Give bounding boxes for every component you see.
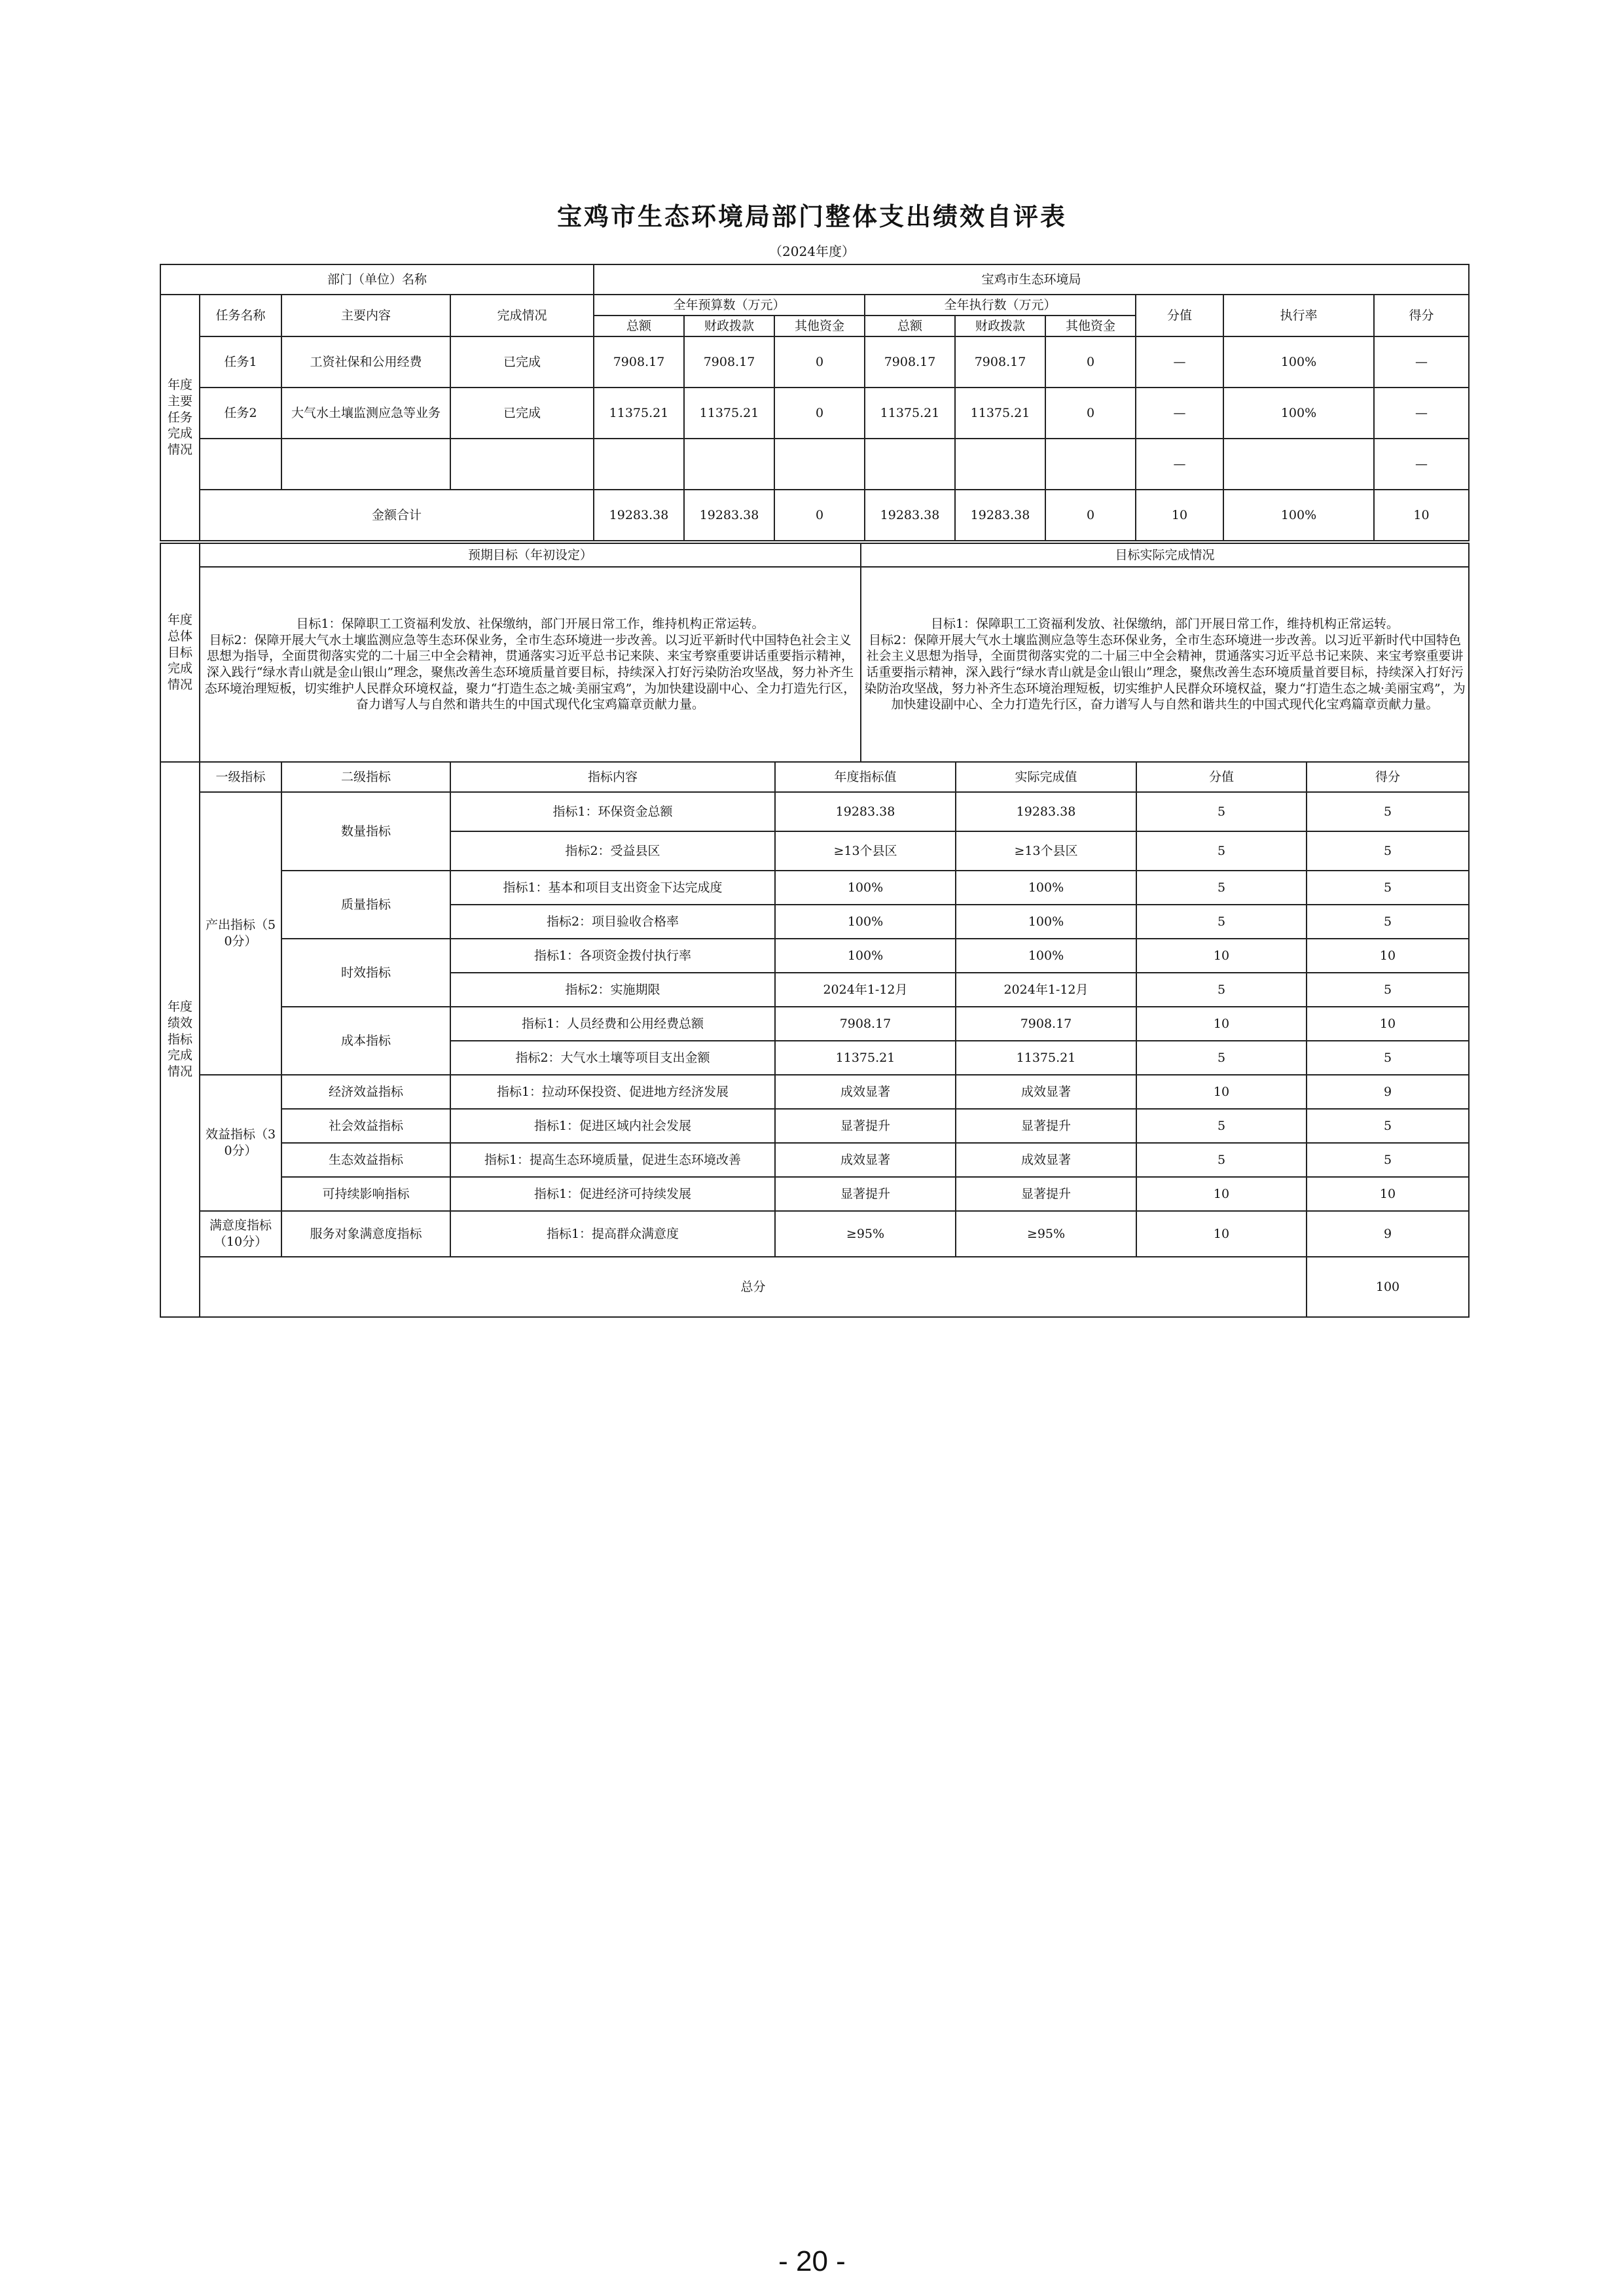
- budget-fiscal: [684, 439, 774, 490]
- indicator-score: 5: [1307, 1109, 1469, 1143]
- indicator-target: 7908.17: [775, 1007, 956, 1041]
- header-score-value: 分值: [1136, 295, 1223, 336]
- indicator-target: 2024年1-12月: [775, 973, 956, 1007]
- task-name: 任务1: [200, 336, 281, 388]
- cost-indicator-label: 成本指标: [281, 1007, 450, 1075]
- indicator-target: 19283.38: [775, 792, 956, 831]
- indicator-target: ≥95%: [775, 1211, 956, 1257]
- indicator-content: 指标1：人员经费和公用经费总额: [450, 1007, 775, 1041]
- header-target: 年度指标值: [775, 762, 956, 792]
- benefit-indicator-label: 效益指标（30分）: [200, 1075, 281, 1211]
- header-indicator-content: 指标内容: [450, 762, 775, 792]
- indicator-content: 指标2：实施期限: [450, 973, 775, 1007]
- indicator-category: 服务对象满意度指标: [281, 1211, 450, 1257]
- indicator-value: 5: [1136, 973, 1307, 1007]
- quantity-indicator-label: 数量指标: [281, 792, 450, 871]
- indicator-row: [160, 1177, 1469, 1211]
- indicator-target: 成效显著: [775, 1075, 956, 1109]
- task-rate: [1223, 439, 1374, 490]
- exec-total: [865, 439, 955, 490]
- header-task-name: 任务名称: [200, 295, 281, 336]
- task-score: —: [1374, 439, 1469, 490]
- total-budget-total: 19283.38: [594, 490, 684, 541]
- indicator-score: 10: [1307, 1007, 1469, 1041]
- header-budget-group: 全年预算数（万元）: [594, 295, 865, 316]
- task-header-row: [160, 295, 1469, 316]
- indicator-row: [160, 871, 1469, 905]
- exec-total: 7908.17: [865, 336, 955, 388]
- budget-fiscal: 11375.21: [684, 388, 774, 439]
- indicator-row: [160, 939, 1469, 973]
- dept-value: 宝鸡市生态环境局: [594, 264, 1469, 295]
- indicator-actual: 19283.38: [956, 792, 1136, 831]
- dept-label: 部门（单位）名称: [160, 264, 594, 295]
- indicator-value: 5: [1136, 1041, 1307, 1075]
- total-exec-total: 19283.38: [865, 490, 955, 541]
- indicator-content: 指标1：提高群众满意度: [450, 1211, 775, 1257]
- indicator-content: 指标1：各项资金拨付执行率: [450, 939, 775, 973]
- indicator-actual: 11375.21: [956, 1041, 1136, 1075]
- header-exec-other: 其他资金: [1045, 316, 1136, 336]
- indicator-header-row: [160, 762, 1469, 792]
- indicator-value: 10: [1136, 1177, 1307, 1211]
- section1-side-label: 年度主要任务完成情况: [160, 295, 200, 541]
- indicator-content: 指标1：基本和项目支出资金下达完成度: [450, 871, 775, 905]
- indicator-score: 10: [1307, 1177, 1469, 1211]
- indicator-content: 指标1：提高生态环境质量，促进生态环境改善: [450, 1143, 775, 1177]
- indicator-actual: 显著提升: [956, 1177, 1136, 1211]
- actual-text: [861, 567, 1469, 762]
- header-budget-fiscal: 财政拨款: [684, 316, 774, 336]
- header-exec-total: 总额: [865, 316, 955, 336]
- section3-side-label: 年度绩效指标完成情况: [160, 762, 200, 1317]
- exec-total: 11375.21: [865, 388, 955, 439]
- task-rate: 100%: [1223, 336, 1374, 388]
- budget-total: 7908.17: [594, 336, 684, 388]
- header-status: 完成情况: [450, 295, 594, 336]
- satisfaction-indicator-label: 满意度指标（10分）: [200, 1211, 281, 1257]
- indicator-content: 指标1：环保资金总额: [450, 792, 775, 831]
- indicator-actual: 成效显著: [956, 1075, 1136, 1109]
- task-row: [160, 336, 1469, 388]
- budget-fiscal: 7908.17: [684, 336, 774, 388]
- tasks-table: [160, 264, 1470, 541]
- budget-other: 0: [774, 336, 865, 388]
- page-title: 宝鸡市生态环境局部门整体支出绩效自评表: [556, 202, 1067, 231]
- indicator-actual: 100%: [956, 939, 1136, 973]
- indicator-category: 生态效益指标: [281, 1143, 450, 1177]
- indicator-value: 5: [1136, 871, 1307, 905]
- indicator-target: ≥13个县区: [775, 831, 956, 871]
- quality-indicator-label: 质量指标: [281, 871, 450, 939]
- task-row: [160, 439, 1469, 490]
- indicator-row: [160, 1075, 1469, 1109]
- indicator-row: [160, 1007, 1469, 1041]
- indicator-value: 5: [1136, 1143, 1307, 1177]
- expected-header: 预期目标（年初设定）: [200, 543, 861, 567]
- indicator-score: 5: [1307, 792, 1469, 831]
- indicator-target: 11375.21: [775, 1041, 956, 1075]
- task-score: —: [1374, 388, 1469, 439]
- indicator-category: 社会效益指标: [281, 1109, 450, 1143]
- goals-table: [160, 543, 1470, 763]
- indicator-row: [160, 1211, 1469, 1257]
- indicator-score: 5: [1307, 973, 1469, 1007]
- task-status: [450, 439, 594, 490]
- header-exec-rate: 执行率: [1223, 295, 1374, 336]
- total-exec-fiscal: 19283.38: [955, 490, 1045, 541]
- indicator-row: [160, 1109, 1469, 1143]
- indicator-actual: 显著提升: [956, 1109, 1136, 1143]
- budget-other: 0: [774, 388, 865, 439]
- indicator-target: 成效显著: [775, 1143, 956, 1177]
- indicator-value: 10: [1136, 1211, 1307, 1257]
- expected-text: [200, 567, 861, 762]
- indicator-actual: 100%: [956, 871, 1136, 905]
- indicator-score: 5: [1307, 905, 1469, 939]
- exec-other: 0: [1045, 388, 1136, 439]
- section2-side-label: 年度总体目标完成情况: [160, 543, 200, 762]
- header-level1: 一级指标: [200, 762, 281, 792]
- total-budget-fiscal: 19283.38: [684, 490, 774, 541]
- indicator-score: 5: [1307, 871, 1469, 905]
- exec-fiscal: [955, 439, 1045, 490]
- task-content: 工资社保和公用经费: [281, 336, 450, 388]
- indicator-value: 5: [1136, 905, 1307, 939]
- actual-header: 目标实际完成情况: [861, 543, 1469, 567]
- exec-other: [1045, 439, 1136, 490]
- total-exec-other: 0: [1045, 490, 1136, 541]
- indicator-score: 10: [1307, 939, 1469, 973]
- header-score: 得分: [1374, 295, 1469, 336]
- indicator-category: 可持续影响指标: [281, 1177, 450, 1211]
- task-status: 已完成: [450, 388, 594, 439]
- task-name: 任务2: [200, 388, 281, 439]
- indicator-value: 5: [1136, 1109, 1307, 1143]
- header-budget-total: 总额: [594, 316, 684, 336]
- indicator-value: 10: [1136, 1075, 1307, 1109]
- indicator-value: 5: [1136, 792, 1307, 831]
- dept-row: [160, 264, 1469, 295]
- task-value: —: [1136, 388, 1223, 439]
- indicators-table: [160, 761, 1470, 1318]
- indicator-content: 指标1：促进经济可持续发展: [450, 1177, 775, 1211]
- task-content: [281, 439, 450, 490]
- grand-total-value: 100: [1307, 1257, 1469, 1317]
- total-label: 金额合计: [200, 490, 594, 541]
- indicator-content: 指标2：大气水土壤等项目支出金额: [450, 1041, 775, 1075]
- indicator-score: 5: [1307, 831, 1469, 871]
- header-score: 得分: [1307, 762, 1469, 792]
- task-value: —: [1136, 439, 1223, 490]
- task-status: 已完成: [450, 336, 594, 388]
- task-rate: 100%: [1223, 388, 1374, 439]
- indicator-content: 指标1：促进区域内社会发展: [450, 1109, 775, 1143]
- total-rate: 100%: [1223, 490, 1374, 541]
- budget-total: 11375.21: [594, 388, 684, 439]
- grand-total-row: [160, 1257, 1469, 1317]
- indicator-value: 5: [1136, 831, 1307, 871]
- indicator-content: 指标1：拉动环保投资、促进地方经济发展: [450, 1075, 775, 1109]
- indicator-target: 显著提升: [775, 1177, 956, 1211]
- header-level2: 二级指标: [281, 762, 450, 792]
- indicator-actual: 2024年1-12月: [956, 973, 1136, 1007]
- indicator-actual: 7908.17: [956, 1007, 1136, 1041]
- task-row: [160, 388, 1469, 439]
- total-value: 10: [1136, 490, 1223, 541]
- indicator-score: 5: [1307, 1143, 1469, 1177]
- goals-header-row: [160, 543, 1469, 567]
- header-actual: 实际完成值: [956, 762, 1136, 792]
- indicator-target: 显著提升: [775, 1109, 956, 1143]
- indicator-row: [160, 1143, 1469, 1177]
- exec-fiscal: 7908.17: [955, 336, 1045, 388]
- indicator-actual: ≥13个县区: [956, 831, 1136, 871]
- indicator-score: 9: [1307, 1211, 1469, 1257]
- indicator-target: 100%: [775, 871, 956, 905]
- budget-total: [594, 439, 684, 490]
- indicator-score: 9: [1307, 1075, 1469, 1109]
- total-score: 10: [1374, 490, 1469, 541]
- task-content: 大气水土壤监测应急等业务: [281, 388, 450, 439]
- indicator-actual: 100%: [956, 905, 1136, 939]
- header-value: 分值: [1136, 762, 1307, 792]
- indicator-category: 经济效益指标: [281, 1075, 450, 1109]
- page-subtitle: （2024年度）: [769, 244, 855, 259]
- header-exec-group: 全年执行数（万元）: [865, 295, 1136, 316]
- header-content: 主要内容: [281, 295, 450, 336]
- header-budget-other: 其他资金: [774, 316, 865, 336]
- task-score: —: [1374, 336, 1469, 388]
- indicator-content: 指标2：受益县区: [450, 831, 775, 871]
- timeliness-indicator-label: 时效指标: [281, 939, 450, 1007]
- task-value: —: [1136, 336, 1223, 388]
- indicator-actual: ≥95%: [956, 1211, 1136, 1257]
- task-name: [200, 439, 281, 490]
- indicator-value: 10: [1136, 1007, 1307, 1041]
- goals-text-row: [160, 567, 1469, 762]
- page-number: - 20 -: [778, 2245, 846, 2277]
- budget-other: [774, 439, 865, 490]
- indicator-row: [160, 792, 1469, 831]
- indicator-score: 5: [1307, 1041, 1469, 1075]
- exec-fiscal: 11375.21: [955, 388, 1045, 439]
- indicator-target: 100%: [775, 939, 956, 973]
- indicator-actual: 成效显著: [956, 1143, 1136, 1177]
- actual-text-body: 目标1：保障职工工资福利发放、社保缴纳，部门开展日常工作，维持机构正常运转。 目标2：保障开展大气水土壤监测应急等生态环保业务，全市生态环境进一步改善。以习近平新时代中国特色社会主义思想为指导，全面贯彻落实党的二十届三中全会精神，贯通落实习近平总书记来陕、来宝考察重要讲话重要指示精神，深入践行“绿水青山就是金山银山”理念，聚焦改善生态环境质量首要目标，持续深入打好污染防治攻坚战，努力补齐生态环境治理短板，切实维护人民群众环境权益，聚力“打造生态之城·美丽宝鸡”，为加快建设副中心、全力打造先行区，奋力谱写人与自然和谐共生的中国式现代化宝鸡篇章贡献力量。: [864, 616, 1466, 712]
- total-row: [160, 490, 1469, 541]
- expected-text-body: 目标1：保障职工工资福利发放、社保缴纳，部门开展日常工作，维持机构正常运转。 目标2：保障开展大气水土壤监测应急等生态环保业务，全市生态环境进一步改善。以习近平新时代中国特色社会主义思想为指导，全面贯彻落实党的二十届三中全会精神，贯通落实习近平总书记来陕、来宝考察重要讲话重要指示精神，深入践行“绿水青山就是金山银山”理念，聚焦改善生态环境质量首要目标，持续深入打好污染防治攻坚战，努力补齐生态环境治理短板，切实维护人民群众环境权益，聚力“打造生态之城·美丽宝鸡”，为加快建设副中心、全力打造先行区，奋力谱写人与自然和谐共生的中国式现代化宝鸡篇章贡献力量。: [204, 616, 856, 712]
- exec-other: 0: [1045, 336, 1136, 388]
- header-exec-fiscal: 财政拨款: [955, 316, 1045, 336]
- output-indicator-label: 产出指标（50分）: [200, 792, 281, 1075]
- indicator-value: 10: [1136, 939, 1307, 973]
- total-budget-other: 0: [774, 490, 865, 541]
- grand-total-label: 总分: [200, 1257, 1307, 1317]
- indicator-target: 100%: [775, 905, 956, 939]
- indicator-content: 指标2：项目验收合格率: [450, 905, 775, 939]
